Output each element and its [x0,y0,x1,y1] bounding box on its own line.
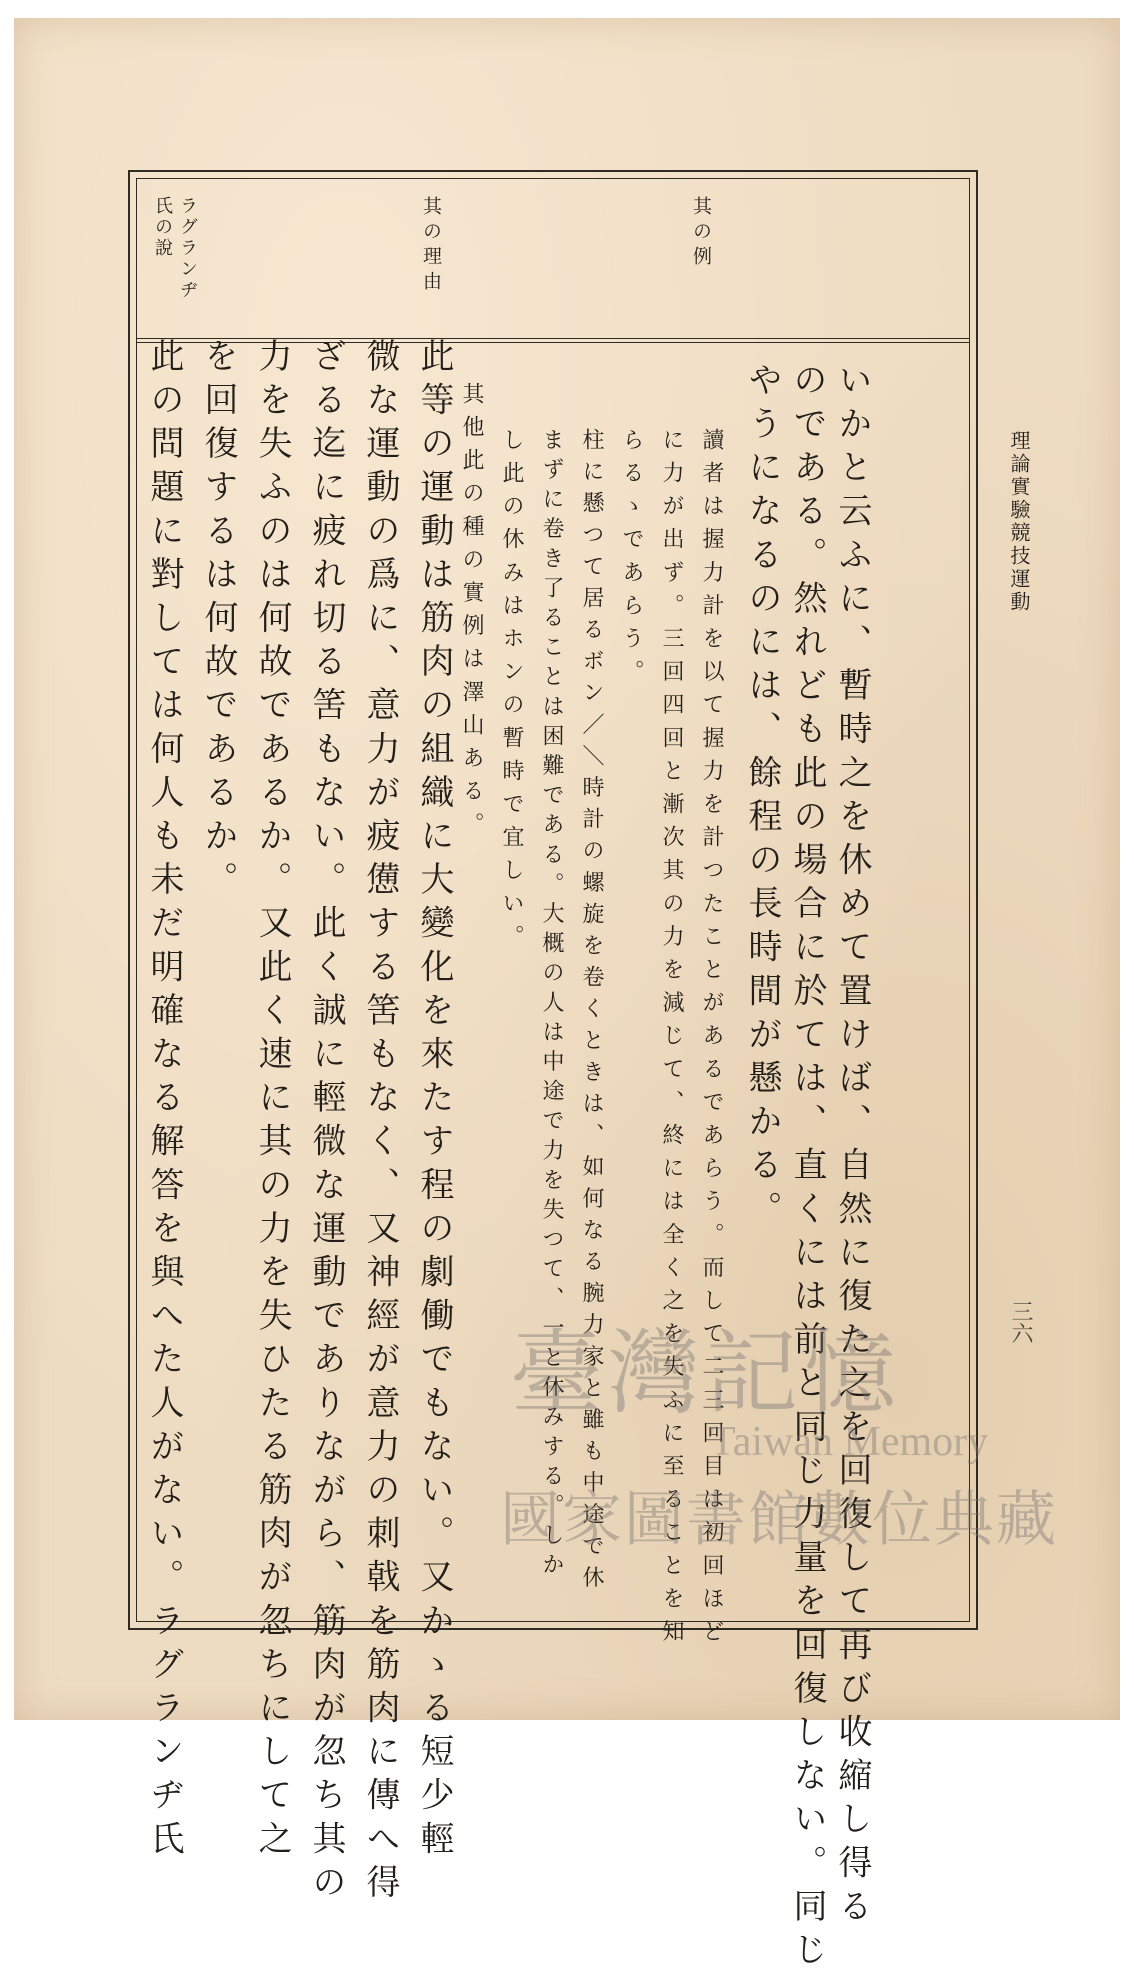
body-column: 此の問題に對しては何人も未だ明確なる解答を與へた人がない。ラグランヂ氏 [144,338,184,1864]
example-column: 其他此の種の實例は澤山ある。 [459,382,484,846]
page-number: 三六 [1008,1300,1033,1344]
example-column: に力が出ず。三回四回と漸次其の力を減じて、終には全く之を失ふに至ることを知 [659,428,684,1653]
running-head: 理論實驗競技運動 [1007,430,1031,614]
body-column: 微な運動の爲に、意力が疲憊する筈もなく、又神經が意力の刺戟を筋肉に傳へ得 [360,338,400,1908]
watermark-subtitle: Taiwan Memory [710,1419,989,1465]
body-column: を回復するは何故であるか。 [198,338,238,905]
example-column: まずに卷き了ることは困難である。大概の人は中途で力を失つて、一と休みする。しか [539,428,564,1583]
margin-note-reason: 其の理由 [420,196,442,296]
margin-note-example: 其の例 [690,196,712,271]
body-column: 力を失ふのは何故であるか。又此く速に其の力を失ひたる筋肉が忽ちにして之 [252,338,292,1864]
watermark-title: 臺灣記憶 [510,1320,903,1427]
example-column: 柱に懸つて居るボン／＼時計の螺旋を卷くときは、如何なる腕力家と雖も中途で休 [579,428,604,1598]
example-column: らるゝであらう。 [619,428,644,693]
body-column: いかと云ふに、暫時之を休めて置けば、自然に復た之を回復して再び收縮し得る [832,362,872,1932]
library-watermark [500,1300,1060,1660]
example-column: し此の休みはホンの暫時で宜しい。 [499,428,524,958]
body-column: ざる迄に疲れ切る筈もない。此く誠に輕微な運動でありながら、筋肉が忽ち其の [306,338,346,1908]
margin-note-lagrange: ラグランヂ氏の說 [152,196,198,301]
watermark-caption: 國家圖書館數位典藏 [500,1485,1058,1555]
body-column: やうになるのには、餘程の長時間が懸かる。 [742,362,782,1234]
example-column: 讀者は握力計を以て握力を計つたことがあるであらう。而して二三回目は初回ほど [699,428,724,1653]
body-column: のである。然れども此の場合に於ては、直くには前と同じ力量を回復しない。同じ [787,362,827,1975]
body-column: 此等の運動は筋肉の組織に大變化を來たす程の劇働でもない。又かゝる短少輕 [414,338,454,1864]
